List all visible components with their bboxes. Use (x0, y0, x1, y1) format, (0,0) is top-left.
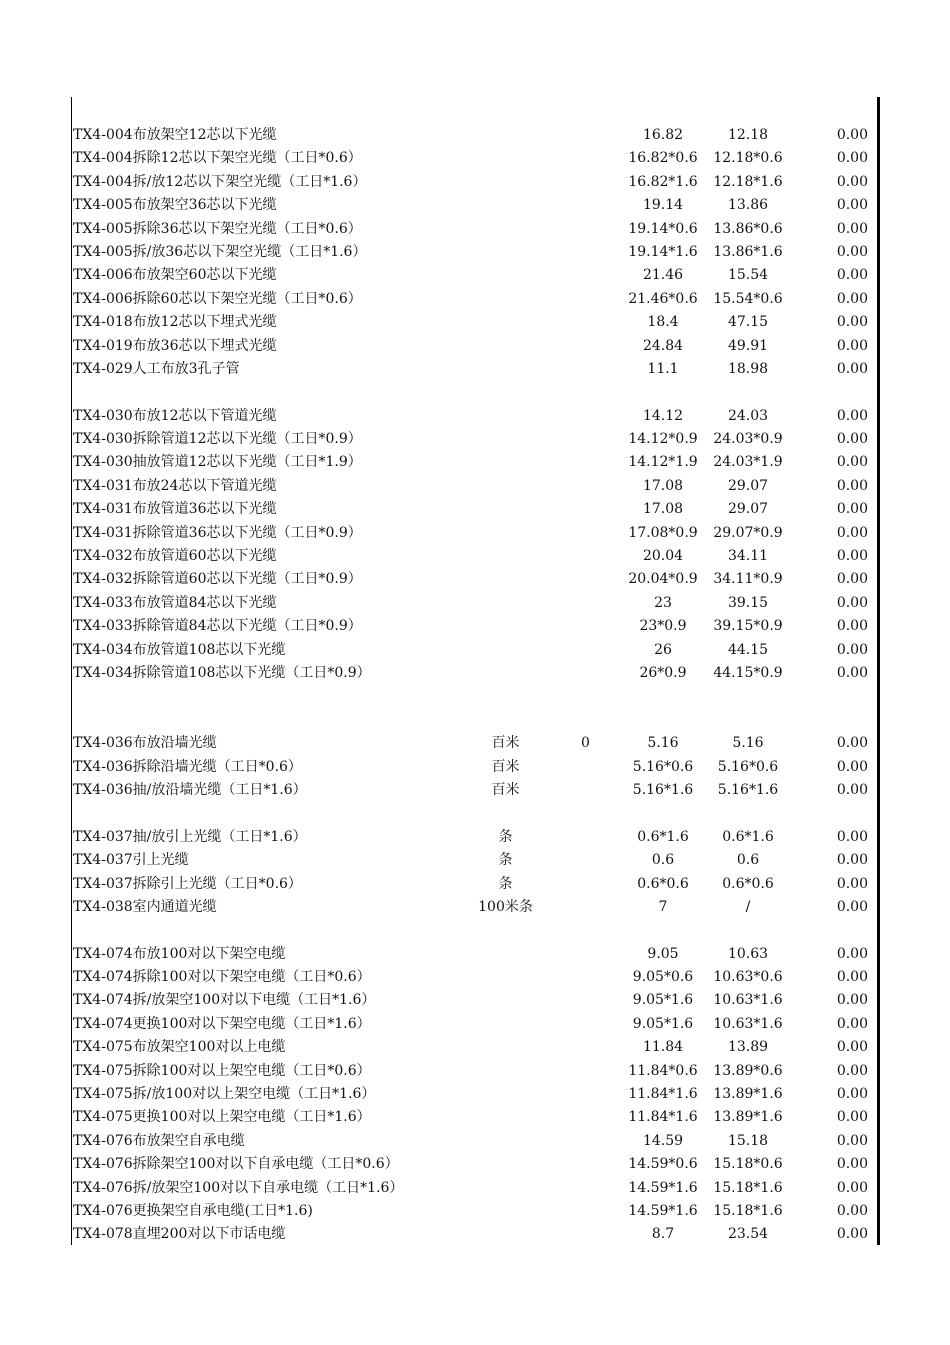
labor-general-cell: 10.63*1.6 (713, 992, 783, 1009)
table-row (73, 1223, 873, 1246)
table-row (73, 545, 873, 568)
table-row (73, 241, 873, 264)
unit-cell: 100米条 (478, 898, 533, 915)
total-cell: 0.00 (836, 1202, 868, 1219)
table-row (73, 1106, 873, 1129)
total-cell: 0.00 (836, 618, 868, 635)
item-name-cell: TX4-074拆/放架空100对以下电缆（工日*1.6） (73, 992, 376, 1009)
total-cell: 0.00 (836, 337, 868, 354)
item-name-cell: TX4-075拆除100对以上架空电缆（工日*0.6） (73, 1062, 371, 1079)
labor-general-cell: 5.16 (732, 735, 764, 752)
labor-skilled-cell: 7 (658, 898, 668, 915)
total-cell: 0.00 (836, 290, 868, 307)
table-row (73, 1060, 873, 1083)
labor-general-cell: 24.03 (727, 407, 769, 424)
labor-general-cell: 12.18 (727, 127, 769, 143)
total-cell: 0.00 (836, 875, 868, 892)
item-name-cell: TX4-004布放架空12芯以下光缆 (73, 127, 277, 143)
total-cell: 0.00 (836, 641, 868, 658)
quota-table (73, 124, 873, 1247)
item-name-cell: TX4-037引上光缆 (73, 852, 189, 869)
total-cell: 0.00 (836, 407, 868, 424)
item-name-cell: TX4-075拆/放100对以上架空电缆（工日*1.6） (73, 1086, 376, 1103)
labor-general-cell: 13.89 (727, 1039, 769, 1056)
labor-skilled-cell: 14.59*1.6 (628, 1179, 698, 1196)
labor-skilled-cell: 9.05 (647, 945, 679, 962)
labor-general-cell: 44.15*0.9 (713, 664, 783, 681)
table-row (73, 989, 873, 1012)
labor-general-cell: 0.6 (736, 852, 760, 869)
unit-cell: 条 (498, 828, 513, 845)
labor-general-cell: 5.16*0.6 (717, 758, 779, 775)
labor-general-cell: 13.89*1.6 (713, 1109, 783, 1126)
labor-general-cell: 13.86*0.6 (713, 220, 783, 237)
item-name-cell: TX4-076更换架空自承电缆(工日*1.6) (73, 1202, 313, 1219)
item-name-cell: TX4-030抽放管道12芯以下光缆（工日*1.9） (73, 454, 362, 471)
labor-general-cell: 44.15 (727, 641, 769, 658)
blank-row (73, 685, 873, 708)
labor-general-cell: 13.86 (727, 197, 769, 214)
item-name-cell: TX4-034拆除管道108芯以下光缆（工日*0.9） (73, 664, 371, 681)
labor-general-cell: 13.89*0.6 (713, 1062, 783, 1079)
item-name-cell: TX4-033拆除管道84芯以下光缆（工日*0.9） (73, 618, 362, 635)
labor-skilled-cell: 9.05*1.6 (632, 992, 694, 1009)
labor-general-cell: 24.03*1.9 (713, 454, 783, 471)
total-cell: 0.00 (836, 571, 868, 588)
blank-row (73, 919, 873, 942)
item-name-cell: TX4-004拆/放12芯以下架空光缆（工日*1.6） (73, 173, 367, 190)
table-row (73, 826, 873, 849)
total-cell: 0.00 (836, 735, 868, 752)
total-cell: 0.00 (836, 664, 868, 681)
labor-skilled-cell: 11.1 (647, 360, 679, 377)
unit-cell: 百米 (491, 735, 520, 752)
table-row (73, 1083, 873, 1106)
labor-skilled-cell: 17.08 (642, 477, 684, 494)
labor-skilled-cell: 8.7 (651, 1226, 675, 1243)
table-row (73, 358, 873, 381)
item-name-cell: TX4-031布放24芯以下管道光缆 (73, 477, 277, 494)
unit-cell: 百米 (491, 758, 520, 775)
item-name-cell: TX4-005拆除36芯以下架空光缆（工日*0.6） (73, 220, 362, 237)
total-cell: 0.00 (836, 267, 868, 284)
table-row (73, 615, 873, 638)
labor-skilled-cell: 16.82 (642, 127, 684, 143)
total-cell: 0.00 (836, 173, 868, 190)
item-name-cell: TX4-018布放12芯以下埋式光缆 (73, 314, 277, 331)
table-row (73, 896, 873, 919)
labor-general-cell: 15.18*1.6 (713, 1179, 783, 1196)
labor-general-cell: 13.89*1.6 (713, 1086, 783, 1103)
labor-general-cell: 5.16*1.6 (717, 781, 779, 798)
table-row (73, 171, 873, 194)
item-name-cell: TX4-074拆除100对以下架空电缆（工日*0.6） (73, 969, 371, 986)
table-row (73, 124, 873, 147)
total-cell: 0.00 (836, 594, 868, 611)
total-cell: 0.00 (836, 1156, 868, 1173)
labor-skilled-cell: 19.14*1.6 (628, 243, 698, 260)
table-row (73, 405, 873, 428)
labor-general-cell: 12.18*1.6 (713, 173, 783, 190)
item-name-cell: TX4-031布放管道36芯以下光缆 (73, 501, 277, 518)
labor-skilled-cell: 0.6*1.6 (637, 828, 689, 845)
table-row (73, 662, 873, 685)
labor-skilled-cell: 16.82*1.6 (628, 173, 698, 190)
table-row (73, 639, 873, 662)
item-name-cell: TX4-036抽/放沿墙光缆（工日*1.6） (73, 781, 307, 798)
labor-skilled-cell: 21.46*0.6 (628, 290, 698, 307)
total-cell: 0.00 (836, 220, 868, 237)
item-name-cell: TX4-078直埋200对以下市话电缆 (73, 1226, 286, 1243)
table-row (73, 756, 873, 779)
total-cell: 0.00 (836, 1179, 868, 1196)
item-name-cell: TX4-006布放架空60芯以下光缆 (73, 267, 277, 284)
total-cell: 0.00 (836, 431, 868, 448)
labor-general-cell: 34.11*0.9 (713, 571, 783, 588)
table-row (73, 498, 873, 521)
item-name-cell: TX4-033布放管道84芯以下光缆 (73, 594, 277, 611)
labor-skilled-cell: 5.16*1.6 (632, 781, 694, 798)
quantity-cell: 0 (581, 735, 590, 752)
total-cell: 0.00 (836, 969, 868, 986)
item-name-cell: TX4-075更换100对以上架空电缆（工日*1.6） (73, 1109, 371, 1126)
total-cell: 0.00 (836, 1015, 868, 1032)
item-name-cell: TX4-038室内通道光缆 (73, 898, 217, 915)
labor-general-cell: 15.54 (727, 267, 769, 284)
labor-skilled-cell: 20.04 (642, 548, 684, 565)
labor-skilled-cell: 19.14 (642, 197, 684, 214)
labor-skilled-cell: 11.84*1.6 (628, 1109, 698, 1126)
table-row (73, 1130, 873, 1153)
item-name-cell: TX4-030布放12芯以下管道光缆 (73, 407, 277, 424)
labor-general-cell: / (745, 898, 751, 915)
total-cell: 0.00 (836, 1226, 868, 1243)
item-name-cell: TX4-029人工布放3孔子管 (73, 360, 240, 377)
labor-skilled-cell: 14.59 (642, 1132, 684, 1149)
labor-skilled-cell: 14.12*1.9 (628, 454, 698, 471)
table-row (73, 1153, 873, 1176)
table-row (73, 779, 873, 802)
table-row (73, 264, 873, 287)
labor-skilled-cell: 20.04*0.9 (628, 571, 698, 588)
labor-skilled-cell: 23*0.9 (639, 618, 687, 635)
total-cell: 0.00 (836, 828, 868, 845)
item-name-cell: TX4-030拆除管道12芯以下光缆（工日*0.9） (73, 431, 362, 448)
table-row (73, 1036, 873, 1059)
table-row (73, 218, 873, 241)
item-name-cell: TX4-034布放管道108芯以下光缆 (73, 641, 286, 658)
total-cell: 0.00 (836, 945, 868, 962)
table-row (73, 568, 873, 591)
item-name-cell: TX4-076布放架空自承电缆 (73, 1132, 245, 1149)
labor-skilled-cell: 21.46 (642, 267, 684, 284)
labor-skilled-cell: 5.16 (647, 735, 679, 752)
item-name-cell: TX4-076拆/放架空100对以下自承电缆（工日*1.6） (73, 1179, 404, 1196)
labor-general-cell: 39.15 (727, 594, 769, 611)
table-row (73, 1200, 873, 1223)
table-row (73, 451, 873, 474)
unit-cell: 条 (498, 852, 513, 869)
table-row (73, 873, 873, 896)
item-name-cell: TX4-005布放架空36芯以下光缆 (73, 197, 277, 214)
labor-general-cell: 29.07*0.9 (713, 524, 783, 541)
labor-general-cell: 18.98 (727, 360, 769, 377)
labor-skilled-cell: 14.12*0.9 (628, 431, 698, 448)
labor-skilled-cell: 14.59*1.6 (628, 1202, 698, 1219)
labor-general-cell: 10.63*1.6 (713, 1015, 783, 1032)
labor-general-cell: 15.18*1.6 (713, 1202, 783, 1219)
table-row (73, 311, 873, 334)
total-cell: 0.00 (836, 477, 868, 494)
sheet-right-border (877, 97, 880, 1245)
labor-general-cell: 12.18*0.6 (713, 150, 783, 167)
total-cell: 0.00 (836, 852, 868, 869)
labor-general-cell: 10.63*0.6 (713, 969, 783, 986)
total-cell: 0.00 (836, 150, 868, 167)
labor-skilled-cell: 9.05*1.6 (632, 1015, 694, 1032)
sheet-left-border (71, 97, 72, 1245)
labor-skilled-cell: 19.14*0.6 (628, 220, 698, 237)
total-cell: 0.00 (836, 197, 868, 214)
labor-general-cell: 13.86*1.6 (713, 243, 783, 260)
table-row (73, 943, 873, 966)
total-cell: 0.00 (836, 1039, 868, 1056)
total-cell: 0.00 (836, 524, 868, 541)
total-cell: 0.00 (836, 1062, 868, 1079)
unit-cell: 百米 (491, 781, 520, 798)
table-row (73, 428, 873, 451)
item-name-cell: TX4-075布放架空100对以上电缆 (73, 1039, 286, 1056)
labor-skilled-cell: 26 (654, 641, 672, 658)
total-cell: 0.00 (836, 898, 868, 915)
total-cell: 0.00 (836, 127, 868, 143)
labor-skilled-cell: 14.12 (642, 407, 684, 424)
labor-general-cell: 29.07 (727, 501, 769, 518)
unit-cell: 条 (498, 875, 513, 892)
labor-general-cell: 49.91 (727, 337, 769, 354)
total-cell: 0.00 (836, 314, 868, 331)
item-name-cell: TX4-036拆除沿墙光缆（工日*0.6） (73, 758, 302, 775)
labor-skilled-cell: 0.6 (651, 852, 675, 869)
labor-skilled-cell: 5.16*0.6 (632, 758, 694, 775)
labor-skilled-cell: 11.84*0.6 (628, 1062, 698, 1079)
total-cell: 0.00 (836, 992, 868, 1009)
table-row (73, 1013, 873, 1036)
labor-skilled-cell: 9.05*0.6 (632, 969, 694, 986)
table-row (73, 475, 873, 498)
item-name-cell: TX4-076拆除架空100对以下自承电缆（工日*0.6） (73, 1156, 399, 1173)
labor-skilled-cell: 0.6*0.6 (637, 875, 689, 892)
table-row (73, 592, 873, 615)
item-name-cell: TX4-036布放沿墙光缆 (73, 735, 217, 752)
labor-skilled-cell: 17.08*0.9 (628, 524, 698, 541)
labor-skilled-cell: 11.84*1.6 (628, 1086, 698, 1103)
labor-general-cell: 29.07 (727, 477, 769, 494)
blank-row (73, 381, 873, 404)
table-row (73, 147, 873, 170)
blank-row (73, 709, 873, 732)
table-row (73, 522, 873, 545)
item-name-cell: TX4-006拆除60芯以下架空光缆（工日*0.6） (73, 290, 362, 307)
table-row (73, 1177, 873, 1200)
table-row (73, 288, 873, 311)
labor-skilled-cell: 11.84 (642, 1039, 684, 1056)
item-name-cell: TX4-019布放36芯以下埋式光缆 (73, 337, 277, 354)
total-cell: 0.00 (836, 360, 868, 377)
item-name-cell: TX4-037抽/放引上光缆（工日*1.6） (73, 828, 307, 845)
total-cell: 0.00 (836, 1109, 868, 1126)
labor-general-cell: 47.15 (727, 314, 769, 331)
total-cell: 0.00 (836, 758, 868, 775)
table-row (73, 966, 873, 989)
labor-general-cell: 0.6*0.6 (722, 875, 774, 892)
labor-general-cell: 23.54 (727, 1226, 769, 1243)
total-cell: 0.00 (836, 243, 868, 260)
labor-general-cell: 39.15*0.9 (713, 618, 783, 635)
labor-general-cell: 0.6*1.6 (722, 828, 774, 845)
labor-skilled-cell: 14.59*0.6 (628, 1156, 698, 1173)
item-name-cell: TX4-005拆/放36芯以下架空光缆（工日*1.6） (73, 243, 367, 260)
total-cell: 0.00 (836, 1086, 868, 1103)
labor-skilled-cell: 17.08 (642, 501, 684, 518)
table-row (73, 335, 873, 358)
table-row (73, 194, 873, 217)
labor-general-cell: 15.18 (727, 1132, 769, 1149)
labor-general-cell: 10.63 (727, 945, 769, 962)
item-name-cell: TX4-031拆除管道36芯以下光缆（工日*0.9） (73, 524, 362, 541)
total-cell: 0.00 (836, 548, 868, 565)
item-name-cell: TX4-074更换100对以下架空电缆（工日*1.6） (73, 1015, 371, 1032)
item-name-cell: TX4-032拆除管道60芯以下光缆（工日*0.9） (73, 571, 362, 588)
item-name-cell: TX4-074布放100对以下架空电缆 (73, 945, 286, 962)
item-name-cell: TX4-037拆除引上光缆（工日*0.6） (73, 875, 302, 892)
labor-skilled-cell: 23 (654, 594, 672, 611)
labor-general-cell: 15.18*0.6 (713, 1156, 783, 1173)
item-name-cell: TX4-004拆除12芯以下架空光缆（工日*0.6） (73, 150, 362, 167)
total-cell: 0.00 (836, 454, 868, 471)
total-cell: 0.00 (836, 501, 868, 518)
labor-skilled-cell: 26*0.9 (639, 664, 687, 681)
item-name-cell: TX4-032布放管道60芯以下光缆 (73, 548, 277, 565)
total-cell: 0.00 (836, 1132, 868, 1149)
labor-skilled-cell: 24.84 (642, 337, 684, 354)
labor-general-cell: 15.54*0.6 (713, 290, 783, 307)
labor-skilled-cell: 18.4 (647, 314, 679, 331)
total-cell: 0.00 (836, 781, 868, 798)
table-row (73, 732, 873, 755)
labor-skilled-cell: 16.82*0.6 (628, 150, 698, 167)
table-row (73, 849, 873, 872)
labor-general-cell: 24.03*0.9 (713, 431, 783, 448)
blank-row (73, 802, 873, 825)
labor-general-cell: 34.11 (727, 548, 769, 565)
